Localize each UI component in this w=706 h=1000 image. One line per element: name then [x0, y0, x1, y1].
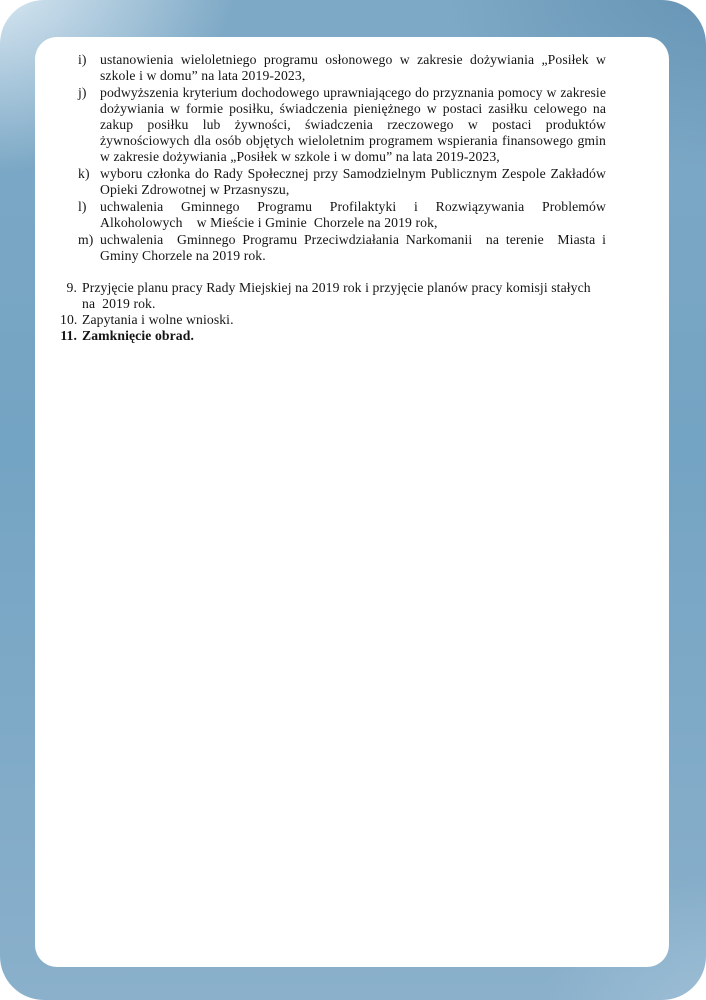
numbered-agenda-list: [60, 280, 606, 344]
agenda-item-m: [78, 232, 606, 264]
agenda-item-j: [78, 85, 606, 165]
item-text: ustanowienia wieloletniego programu osłonowego w zakresie dożywiania „Posiłek w szkole i w domu” na lata 2019-2023,: [100, 52, 606, 83]
item-marker: i): [78, 52, 87, 67]
item-marker: m): [78, 232, 94, 247]
agenda-item-10: [60, 312, 606, 328]
item-text: wyboru członka do Rady Społecznej przy Samodzielnym Publicznym Zespole Zakładów Opieki Zdrowotnej w Przasnyszu,: [100, 166, 606, 197]
item-text: Zapytania i wolne wnioski.: [82, 312, 234, 327]
document-page: [35, 37, 669, 967]
item-marker: 10.: [60, 312, 78, 327]
item-text: Przyjęcie planu pracy Rady Miejskiej na 2019 rok i przyjęcie planów pracy komisji stałych na 2019 rok.: [82, 280, 591, 311]
agenda-item-k: [78, 166, 606, 198]
item-text: uchwalenia Gminnego Programu Przeciwdziałania Narkomanii na terenie Miasta i Gminy Chorzele na 2019 rok.: [100, 232, 606, 263]
agenda-item-9: [60, 280, 606, 312]
document-content: [35, 37, 669, 344]
lettered-agenda-list: [78, 52, 606, 264]
agenda-item-l: [78, 199, 606, 231]
item-marker: 9.: [66, 280, 77, 295]
item-text: uchwalenia Gminnego Programu Profilaktyki i Rozwiązywania Problemów Alkoholowych w Mieście i Gminie Chorzele na 2019 rok,: [100, 199, 606, 230]
agenda-item-i: [78, 52, 606, 84]
item-marker: 11.: [60, 328, 77, 343]
agenda-item-11: [60, 328, 606, 344]
item-marker: k): [78, 166, 90, 181]
item-marker: l): [78, 199, 87, 214]
item-marker: j): [78, 85, 87, 100]
item-text: Zamknięcie obrad.: [82, 328, 194, 343]
item-text: podwyższenia kryterium dochodowego uprawniającego do przyznania pomocy w zakresie dożywiania w formie posiłku, świadczenia pieniężnego w postaci zasiłku celowego na zakup posiłku lub żywności, świadczenia rzeczowego w postaci produktów żywnościowych dla osób objętych wieloletnim programem wspierania finansowego gmin w zakresie dożywiania „Posiłek w szkole i w domu” na lata 2019-2023,: [100, 85, 606, 164]
